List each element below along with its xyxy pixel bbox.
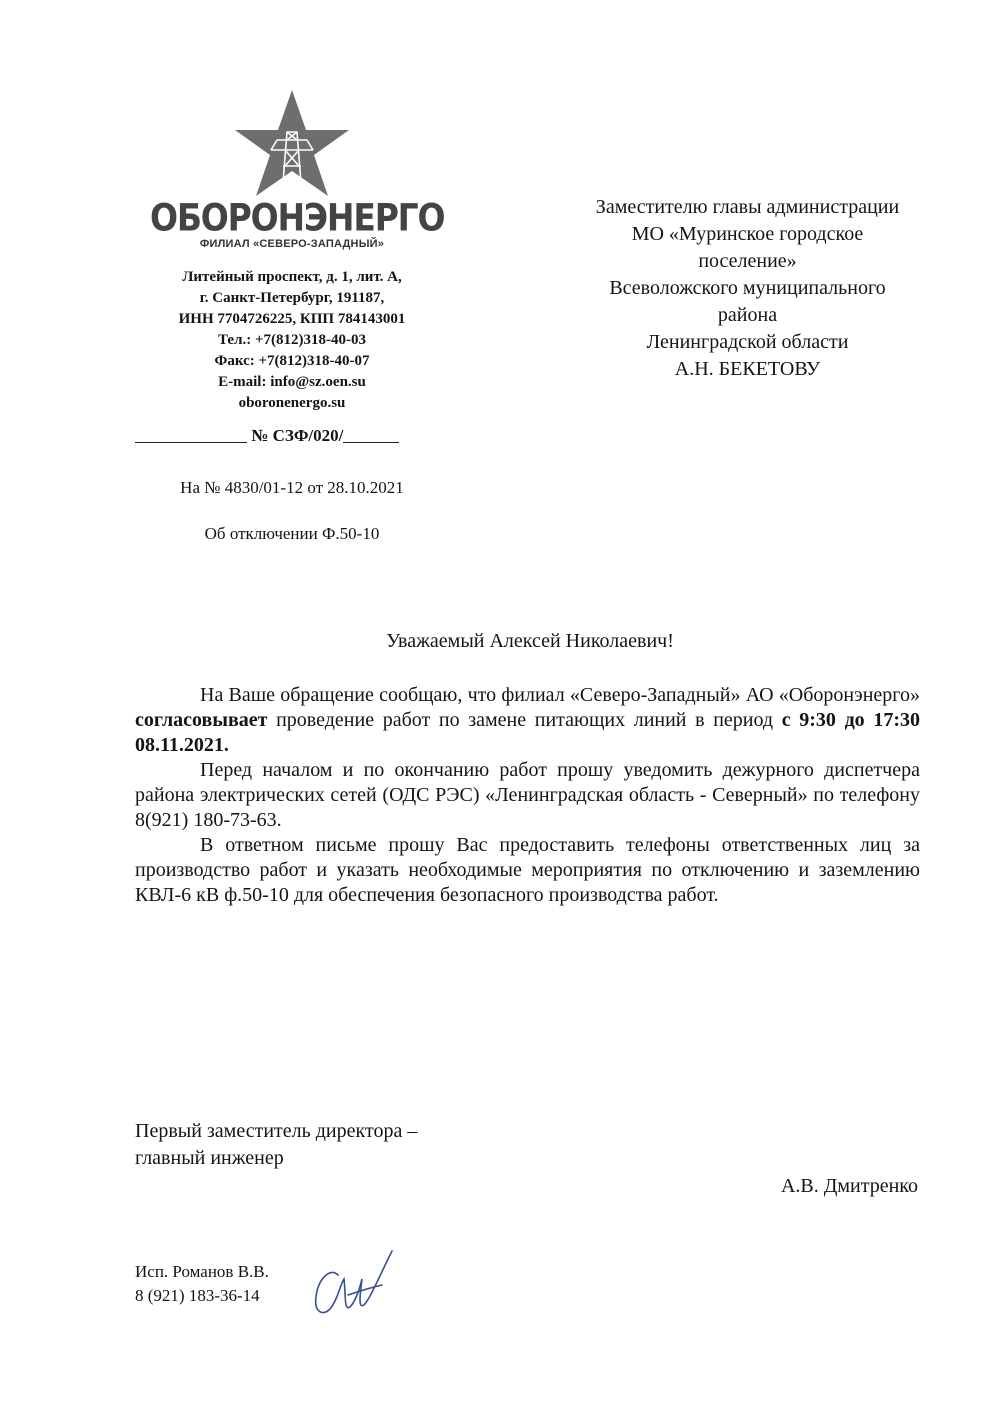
fax-line: Факс: +7(812)318-40-07 <box>214 353 370 369</box>
addressee-block <box>560 194 935 383</box>
addressee-line: района <box>717 304 778 326</box>
addressee-line: Заместителю главы администрации <box>595 196 900 218</box>
handwritten-signature <box>300 1245 400 1325</box>
signer-name: А.В. Дмитренко <box>780 1175 918 1197</box>
addressee-line: Всеволожского муниципального <box>609 277 886 299</box>
signer-position-line: Первый заместитель директора – <box>135 1120 418 1142</box>
addressee-line: Ленинградской области <box>646 331 849 353</box>
signer-position-line: главный инженер <box>135 1147 284 1169</box>
phone-line: Тел.: +7(812)318-40-03 <box>217 332 367 348</box>
body-paragraph: В ответном письме прошу Вас предоставить телефоны ответственных лиц за производство работ и указать необходимые мероприятия по отключению и заземлению КВЛ-6 кВ ф.50-10 для обеспечения безопасного производства работ. <box>135 834 920 906</box>
sender-address-block <box>140 267 444 414</box>
outgoing-number-text: № СЗФ/020/ <box>251 426 344 445</box>
email-line: E-mail: info@sz.oen.su <box>218 374 366 390</box>
body-text-span: проведение работ по замене питающих линий в период <box>267 709 782 731</box>
website-line: oboronenergo.su <box>238 395 346 411</box>
greeting: Уважаемый Алексей Николаевич! <box>386 630 674 652</box>
signer-position <box>135 1118 535 1172</box>
executor-phone: 8 (921) 183-36-14 <box>135 1286 260 1305</box>
outgoing-number <box>135 424 445 446</box>
logo-star-icon <box>233 88 351 198</box>
executor-name: Исп. Романов В.В. <box>135 1262 269 1281</box>
body-paragraph: Перед началом и по окончанию работ прошу уведомить дежурного диспетчера района электрических сетей (ОДС РЭС) «Ленинградская область - Северный» по телефону 8(921) 180-73-63. <box>135 759 920 831</box>
addressee-line: поселение» <box>698 250 797 272</box>
body-text-span: На Ваше обращение сообщаю, что филиал «Северо-Западный» АО «Оборонэнерго» <box>200 684 920 706</box>
address-line: ИНН 7704726225, КПП 784143001 <box>178 311 406 327</box>
letter-subject: Об отключении Ф.50-10 <box>204 524 380 543</box>
blank-line <box>343 424 399 443</box>
addressee-name: А.Н. БЕКЕТОВУ <box>674 358 821 380</box>
body-bold-span: согласовывает <box>135 709 268 731</box>
address-line: г. Санкт-Петербург, 191187, <box>199 290 385 306</box>
company-logo-name: ОБОРОНЭНЕРГО <box>150 196 445 240</box>
reference-number: На № 4830/01-12 от 28.10.2021 <box>180 478 404 497</box>
body-paragraph <box>135 683 920 758</box>
blank-line <box>135 424 247 443</box>
address-line: Литейный проспект, д. 1, лит. А, <box>182 269 402 285</box>
company-branch: ФИЛИАЛ «СЕВЕРО-ЗАПАДНЫЙ» <box>199 238 385 250</box>
addressee-line: МО «Муринское городское <box>631 223 864 245</box>
letter-body <box>135 683 920 908</box>
body-bold-span: с 9:30 до 17:30 08.11.2021. <box>135 709 920 756</box>
